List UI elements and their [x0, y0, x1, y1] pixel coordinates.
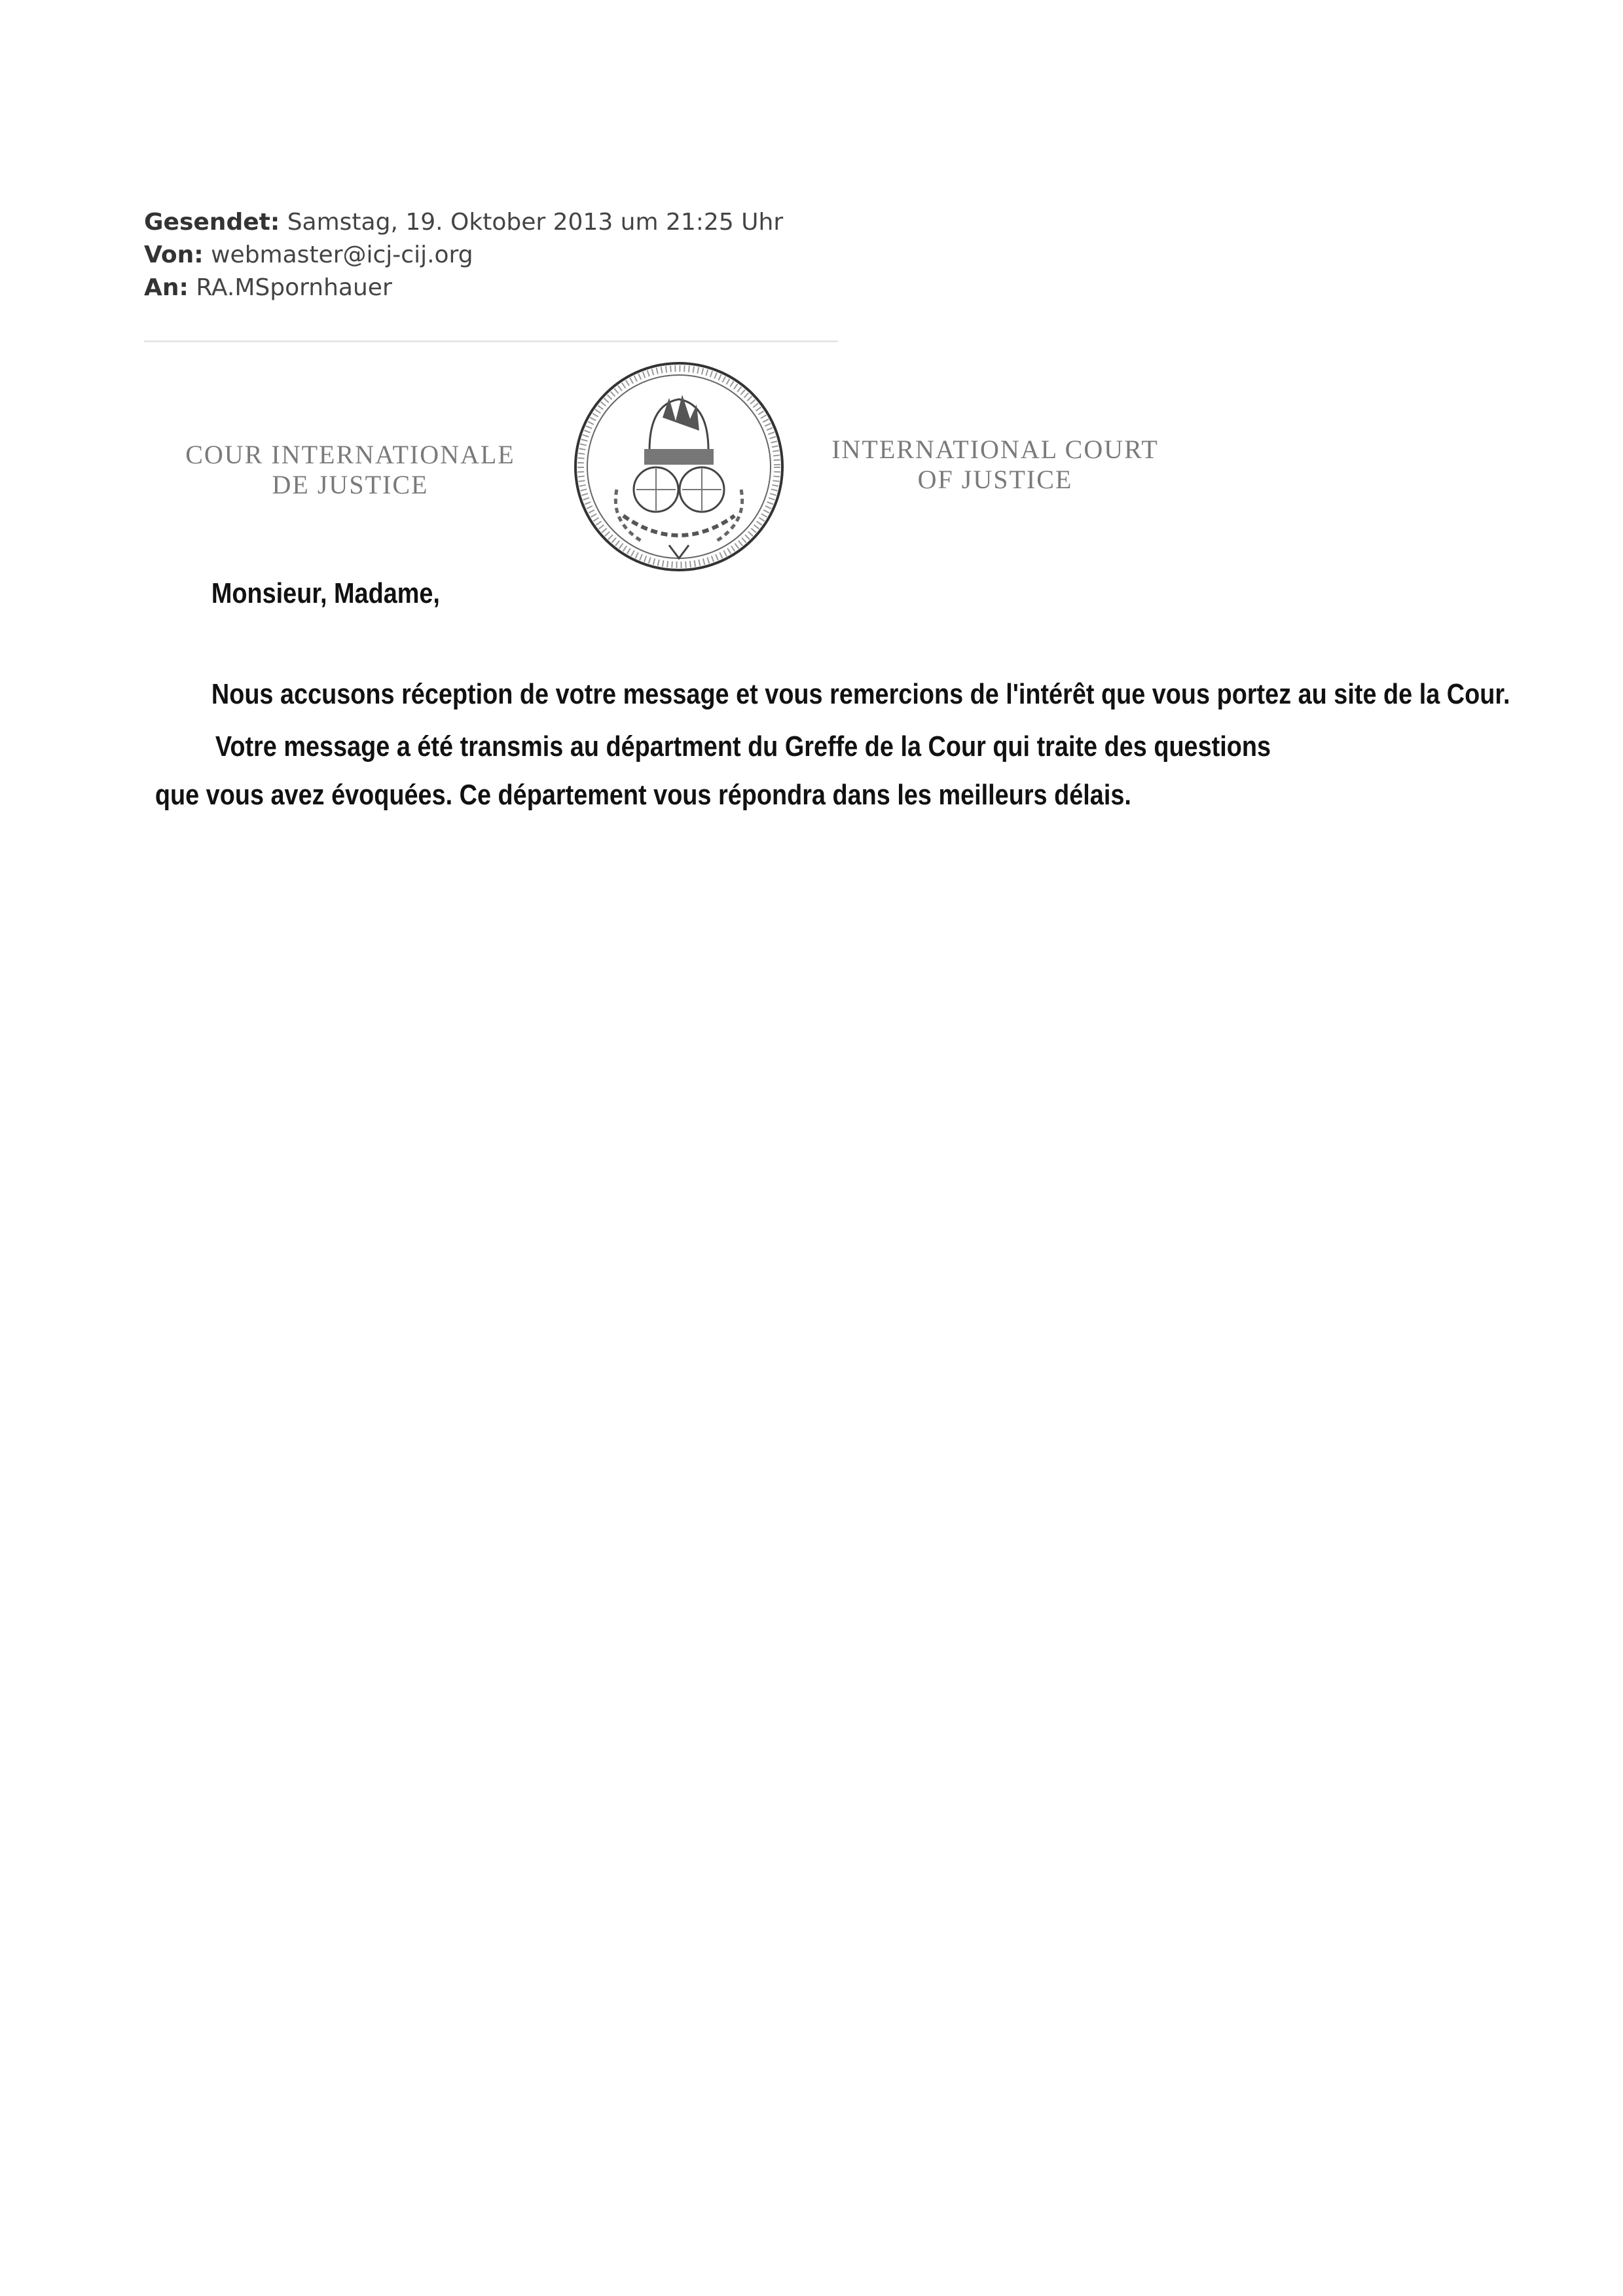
salutation: Monsieur, Madame, — [211, 577, 440, 609]
court-seal-icon — [571, 359, 787, 575]
letterhead-french — [160, 440, 540, 500]
email-to-label: An: — [144, 274, 189, 301]
email-header — [144, 206, 783, 304]
email-sent-row — [144, 206, 783, 239]
letterhead-english — [805, 435, 1185, 495]
email-sent-value: Samstag, 19. Oktober 2013 um 21:25 Uhr — [287, 209, 784, 236]
paragraph-forwarded-line2: que vous avez évoquées. Ce département vous répondra dans les meilleurs délais. — [155, 779, 1131, 811]
email-from-row — [144, 239, 783, 272]
paragraph-acknowledgement: Nous accusons réception de votre message et vous remercions de l'intérêt que vous portez au site de la Cour. — [211, 678, 1510, 710]
email-from-label: Von: — [144, 242, 204, 268]
scan-divider — [144, 340, 838, 342]
email-sent-label: Gesendet: — [144, 209, 280, 236]
letterhead-french-line1: COUR INTERNATIONALE — [185, 440, 515, 469]
email-to-value: RA.MSpornhauer — [196, 274, 392, 301]
letterhead-english-line2: OF JUSTICE — [917, 465, 1073, 494]
letterhead-english-line1: INTERNATIONAL COURT — [831, 435, 1159, 464]
letterhead-french-line2: DE JUSTICE — [272, 470, 429, 499]
email-from-value: webmaster@icj-cij.org — [211, 242, 473, 268]
email-to-row — [144, 272, 783, 304]
letter-body — [151, 569, 1510, 819]
paragraph-forwarded-line1: Votre message a été transmis au départment du Greffe de la Cour qui traite des questions — [215, 730, 1271, 762]
